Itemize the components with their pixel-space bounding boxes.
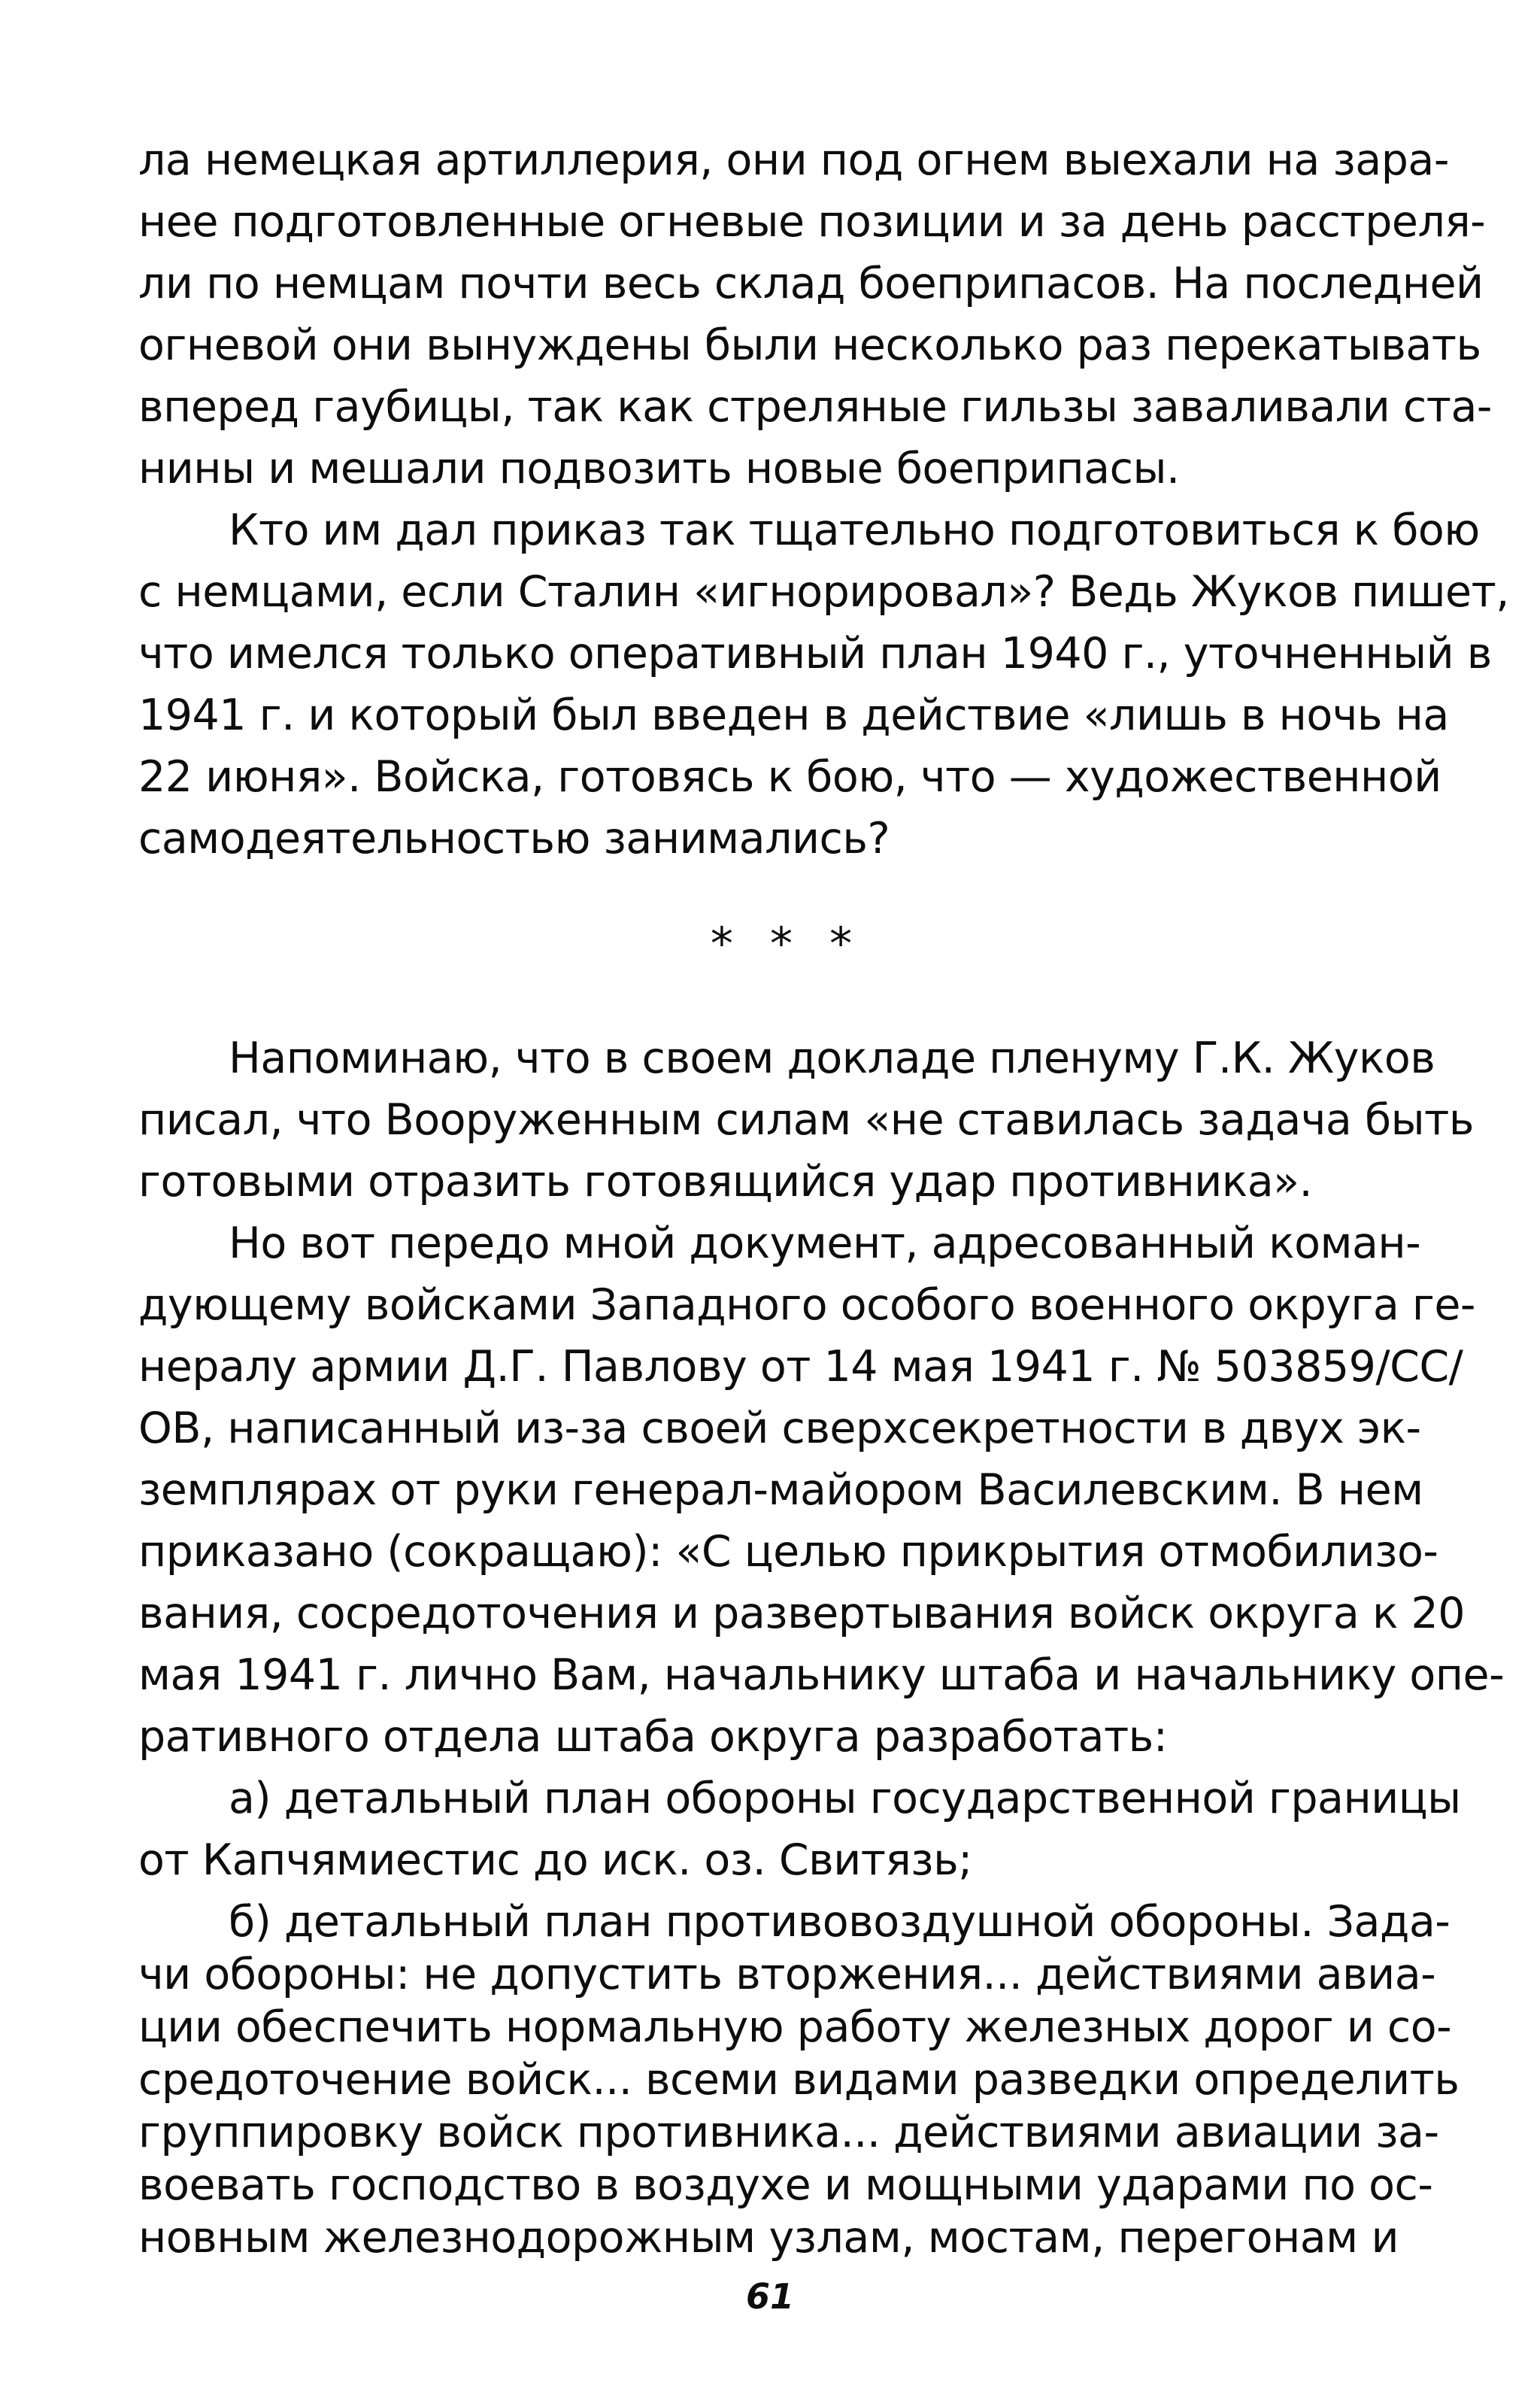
text-line: 22 июня». Войска, готовясь к бою, что — художественной <box>138 752 1441 802</box>
text-line: Но вот передо мной документ, адресованный коман- <box>229 1219 1421 1268</box>
text-line: приказано (сокращаю): «С целью прикрытия отмобилизо- <box>138 1527 1438 1577</box>
text-line: нералу армии Д.Г. Павлову от 14 мая 1941 г. № 503859/СС/ <box>138 1342 1463 1392</box>
text-line: от Капчямиестис до иск. оз. Свитязь; <box>138 1835 972 1885</box>
text-line: ции обеспечить нормальную работу железных дорог и со- <box>138 2002 1452 2052</box>
text-line: дующему войсками Западного особого военного округа ге- <box>138 1280 1475 1330</box>
page-number: 61 <box>745 2276 794 2317</box>
text-line: 1941 г. и который был введен в действие «лишь в ночь на <box>138 691 1449 740</box>
text-line: чи обороны: не допустить вторжения... действиями авиа- <box>138 1950 1436 1999</box>
text-line: новным железнодорожным узлам, мостам, перегонам и <box>138 2213 1399 2263</box>
text-line: Кто им дал приказ так тщательно подготовиться к бою <box>229 505 1480 555</box>
text-line: с немцами, если Сталин «игнорировал»? Ведь Жуков пишет, <box>138 567 1509 617</box>
text-line: а) детальный план обороны государственной границы <box>229 1774 1461 1823</box>
text-line: группировку войск противника... действиями авиации за- <box>138 2108 1439 2157</box>
text-line: Напоминаю, что в своем докладе пленуму Г.К. Жуков <box>229 1034 1435 1083</box>
text-line: нины и мешали подвозить новые боеприпасы. <box>138 444 1180 493</box>
text-line: земплярах от руки генерал-майором Василевским. В нем <box>138 1465 1423 1515</box>
text-line: огневой они вынуждены были несколько раз перекатывать <box>138 320 1481 370</box>
text-line: самодеятельностью занимались? <box>138 814 890 864</box>
text-line: ративного отдела штаба округа разработать: <box>138 1712 1168 1762</box>
text-line: ОВ, написанный из-за своей сверхсекретности в двух эк- <box>138 1404 1421 1453</box>
text-line: ла немецкая артиллерия, они под огнем выехали на зара- <box>138 135 1449 185</box>
text-line: мая 1941 г. лично Вам, начальнику штаба и начальнику опе- <box>138 1650 1505 1700</box>
text-line: воевать господство в воздухе и мощными ударами по ос- <box>138 2160 1433 2210</box>
section-separator: * * * <box>710 918 853 970</box>
text-line: готовыми отразить готовящийся удар противника». <box>138 1157 1313 1207</box>
text-line: средоточение войск... всеми видами разведки определить <box>138 2055 1460 2105</box>
text-line: б) детальный план противовоздушной обороны. Зада- <box>229 1897 1451 1947</box>
text-line: вперед гаубицы, так как стреляные гильзы заваливали ста- <box>138 382 1492 432</box>
text-line: писал, что Вооруженным силам «не ставилась задача быть <box>138 1095 1474 1145</box>
text-line: вания, сосредоточения и развертывания войск округа к 20 <box>138 1589 1466 1638</box>
text-line: что имелся только оперативный план 1940 г., уточненный в <box>138 629 1492 678</box>
text-line: ли по немцам почти весь склад боеприпасов. На последней <box>138 259 1484 308</box>
text-line: нее подготовленные огневые позиции и за день расстреля- <box>138 197 1486 247</box>
